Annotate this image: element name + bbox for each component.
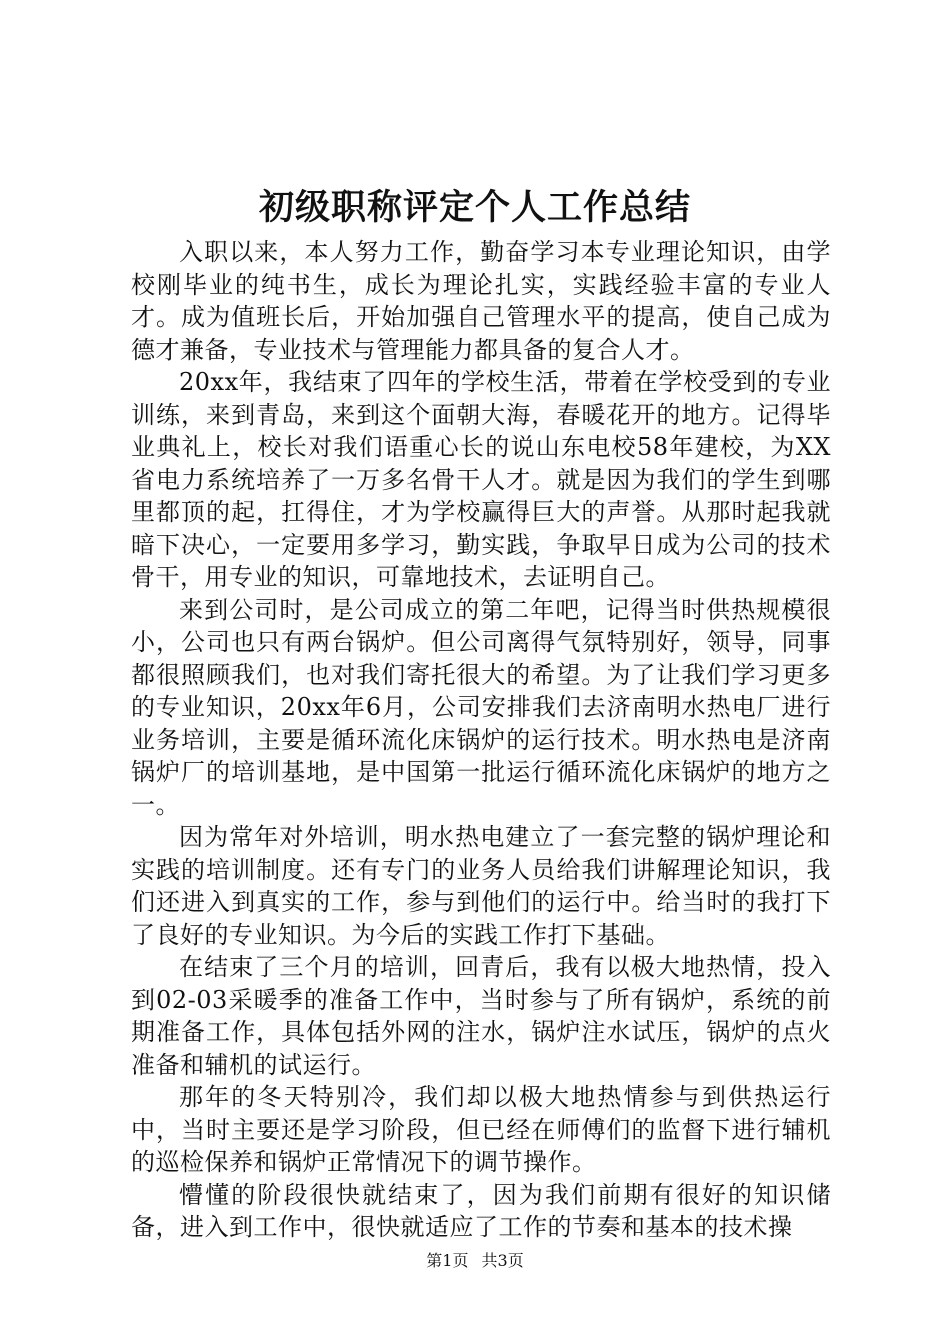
document-title: 初级职称评定个人工作总结 [258,187,691,228]
page-total: 共3页 [481,1251,524,1270]
page-footer [0,1249,950,1273]
page-number: 第1页 [426,1251,469,1270]
paragraph: 懵懂的阶段很快就结束了，因为我们前期有很好的知识储备，进入到工作中，很快就适应了工作的节奏和基本的技术操 [131,1180,831,1241]
paragraph: 那年的冬天特别冷，我们却以极大地热情参与到供热运行中，当时主要还是学习阶段，但已经在师傅们的监督下进行辅机的巡检保养和锅炉正常情况下的调节操作。 [131,1083,831,1176]
paragraph: 在结束了三个月的培训，回青后，我有以极大地热情，投入到02-03采暖季的准备工作中，当时参与了所有锅炉，系统的前期准备工作，具体包括外网的注水，锅炉注水试压，锅炉的点火准备和辅机的试运行。 [131,953,831,1079]
document-body [131,236,831,1244]
paragraph: 入职以来，本人努力工作，勤奋学习本专业理论知识，由学校刚毕业的纯书生，成长为理论扎实，实践经验丰富的专业人才。成为值班长后，开始加强自己管理水平的提高，使自己成为德才兼备，专业技术与管理能力都具备的复合人才。 [131,238,831,364]
paragraph: 来到公司时，是公司成立的第二年吧，记得当时供热规模很小，公司也只有两台锅炉。但公司离得气氛特别好，领导，同事都很照顾我们，也对我们寄托很大的希望。为了让我们学习更多的专业知识，20xx年6月，公司安排我们去济南明水热电厂进行业务培训，主要是循环流化床锅炉的运行技术。明水热电是济南锅炉厂的培训基地，是中国第一批运行循环流化床锅炉的地方之一。 [131,595,831,819]
paragraph: 20xx年，我结束了四年的学校生活，带着在学校受到的专业训练，来到青岛，来到这个面朝大海，春暖花开的地方。记得毕业典礼上，校长对我们语重心长的说山东电校58年建校，为XX省电力系统培养了一万多名骨干人才。就是因为我们的学生到哪里都顶的起，扛得住，才为学校赢得巨大的声誉。从那时起我就暗下决心，一定要用多学习，勤实践，争取早日成为公司的技术骨干，用专业的知识，可靠地技术，去证明自己。 [131,368,831,591]
paragraph: 因为常年对外培训，明水热电建立了一套完整的锅炉理论和实践的培训制度。还有专门的业务人员给我们讲解理论知识，我们还进入到真实的工作，参与到他们的运行中。给当时的我打下了良好的专业知识。为今后的实践工作打下基础。 [131,823,831,949]
